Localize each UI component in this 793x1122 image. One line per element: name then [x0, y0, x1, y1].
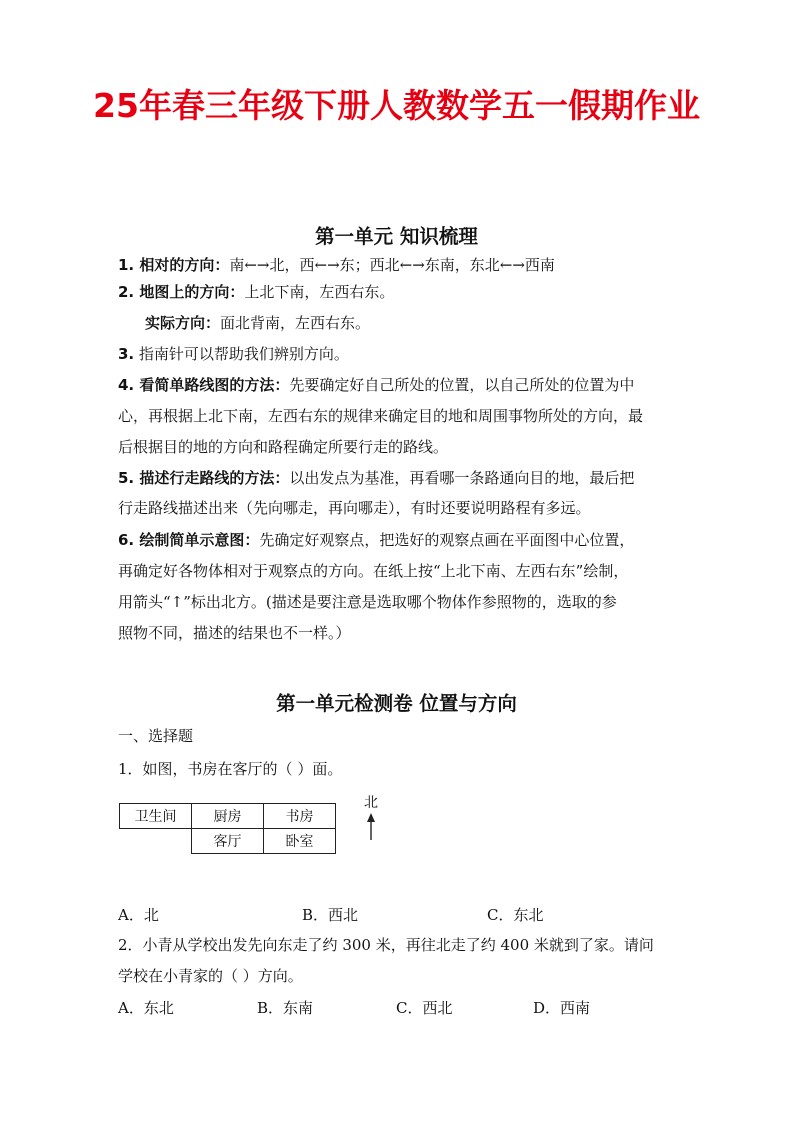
part-label: 一、选择题 — [118, 727, 194, 745]
knowledge-item-1 — [118, 254, 555, 275]
section-test-heading: 第一单元检测卷 位置与方向 — [276, 692, 517, 715]
north-label: 北 — [364, 795, 378, 811]
knowledge-item-6-text-1: 先确定好观察点，把选好的观察点画在平面图中心位置， — [259, 531, 635, 549]
question-2-option-d[interactable]: D．西南 — [533, 999, 591, 1017]
knowledge-item-5-label: 5. 描述行走路线的方法： — [118, 469, 290, 487]
north-arrow-icon — [365, 813, 377, 841]
knowledge-item-5-text-1: 以出发点为基准，再看哪一条路通向目的地，最后把 — [289, 469, 635, 487]
knowledge-item-2-label: 2. 地图上的方向： — [118, 283, 245, 301]
plan-cell-bathroom: 卫生间 — [120, 804, 192, 829]
knowledge-item-6-label: 6. 绘制简单示意图： — [118, 531, 260, 549]
knowledge-item-6-line3: 用箭头“↑”标出北方。(描述是要注意是选取哪个物体作参照物的，选取的参 — [118, 593, 617, 611]
plan-cell-kitchen: 厨房 — [192, 804, 264, 829]
page-title: 25年春三年级下册人教数学五一假期作业 — [93, 86, 700, 125]
question-2-stem-line1: 2．小青从学校出发先向东走了约 300 米，再往北走了约 400 米就到了家。请问 — [118, 936, 654, 954]
knowledge-item-4-line2: 心，再根据上北下南，左西右东的规律来确定目的地和周围事物所处的方向，最 — [118, 407, 644, 425]
knowledge-item-6-line4: 照物不同，描述的结果也不一样。） — [118, 624, 351, 642]
plan-cell-bedroom: 卧室 — [264, 829, 336, 854]
knowledge-item-2b — [145, 312, 370, 333]
knowledge-item-2-text: 上北下南，左西右东。 — [244, 283, 395, 301]
north-indicator — [362, 792, 380, 841]
knowledge-item-3 — [118, 343, 349, 364]
question-1-stem: 1．如图，书房在客厅的（ ）面。 — [118, 760, 343, 778]
knowledge-item-4-text-1: 先要确定好自己所处的位置，以自己所处的位置为中 — [289, 376, 635, 394]
section-knowledge-heading: 第一单元 知识梳理 — [315, 225, 478, 248]
knowledge-item-1-text: 南←→北，西←→东；西北←→东南，东北←→西南 — [229, 256, 555, 274]
floor-plan — [119, 803, 336, 854]
knowledge-item-4-line3: 后根据目的地的方向和路程确定所要行走的路线。 — [118, 438, 449, 456]
knowledge-item-5-line1 — [118, 467, 634, 488]
plan-cell-study: 书房 — [264, 804, 336, 829]
knowledge-item-2b-text: 面北背南，左西右东。 — [220, 314, 371, 332]
knowledge-item-3-label: 3. — [118, 345, 135, 363]
question-1-option-b[interactable]: B．西北 — [302, 906, 359, 924]
knowledge-item-1-label: 1. 相对的方向： — [118, 256, 230, 274]
knowledge-item-6-line1 — [118, 529, 634, 550]
knowledge-item-2b-label: 实际方向： — [145, 314, 221, 332]
knowledge-item-2 — [118, 281, 394, 302]
question-1-option-a[interactable]: A．北 — [118, 906, 159, 924]
knowledge-item-6-line2: 再确定好各物体相对于观察点的方向。在纸上按“上北下南、左西右东”绘制， — [118, 562, 629, 580]
knowledge-item-4-line1 — [118, 374, 634, 395]
knowledge-item-4-label: 4. 看简单路线图的方法： — [118, 376, 290, 394]
question-2-option-a[interactable]: A．东北 — [118, 999, 174, 1017]
question-2-stem-line2: 学校在小青家的（ ）方向。 — [118, 967, 303, 985]
question-1-option-c[interactable]: C．东北 — [487, 906, 544, 924]
question-2-option-b[interactable]: B．东南 — [257, 999, 314, 1017]
knowledge-item-5-line2: 行走路线描述出来（先向哪走，再向哪走），有时还要说明路程有多远。 — [118, 499, 591, 517]
knowledge-item-3-text: 指南针可以帮助我们辨别方向。 — [138, 345, 349, 363]
plan-cell-empty — [120, 829, 192, 854]
plan-cell-living-room: 客厅 — [192, 829, 264, 854]
question-2-option-c[interactable]: C．西北 — [396, 999, 453, 1017]
